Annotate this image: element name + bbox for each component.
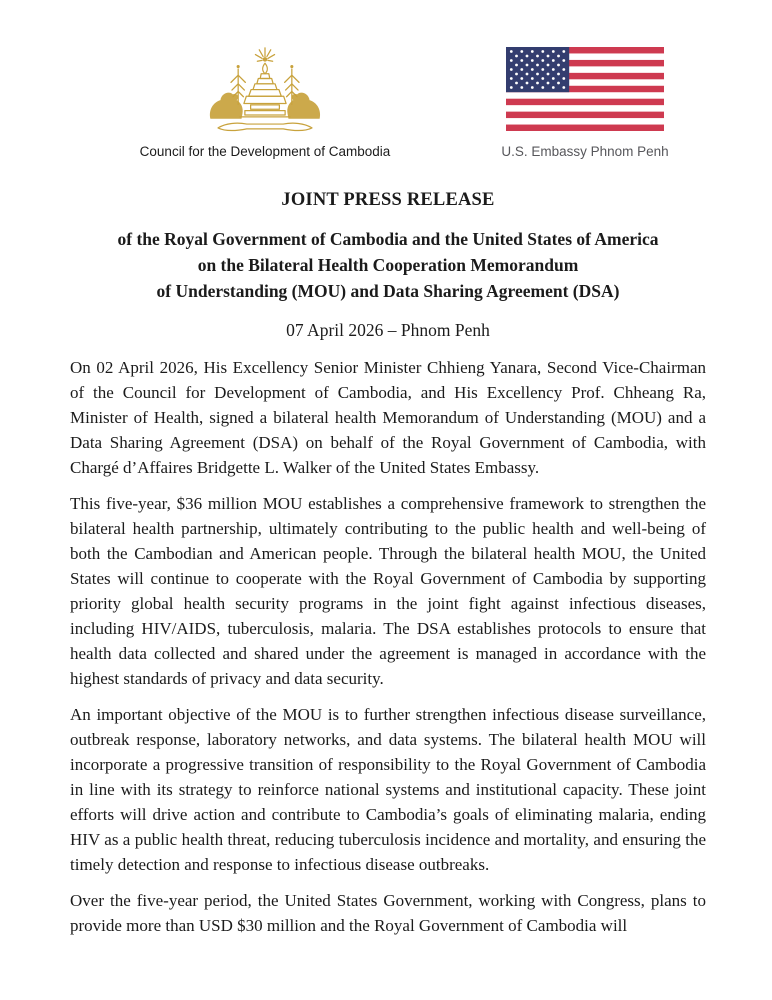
document-subtitle <box>70 226 706 304</box>
cambodia-royal-arms-icon <box>199 45 331 137</box>
subtitle-line-2: on the Bilateral Health Cooperation Memorandum <box>197 255 579 275</box>
paragraph-1: On 02 April 2026, His Excellency Senior Minister Chhieng Yanara, Second Vice-Chairman of the Council for Development of Cambodia, and His Excellency Prof. Chheang Ra, Minister of Health, signed a bilateral health Memorandum of Understanding (MOU) and a Data Sharing Agreement (DSA) on behalf of the Royal Government of Cambodia, with Chargé d’Affaires Bridgette L. Walker of the United States Embassy. <box>70 358 706 477</box>
us-embassy-caption: U.S. Embassy Phnom Penh <box>501 144 669 159</box>
document-title: JOINT PRESS RELEASE <box>281 190 495 210</box>
title-block <box>70 188 706 342</box>
paragraph-2: This five-year, $36 million MOU establishes a comprehensive framework to strengthen the bilateral health partnership, ultimately contributing to the public health and well-being of both the Cambodian and American people. Through the bilateral health MOU, the United States will continue to cooperate with the Royal Government of Cambodia by supporting priority global health security programs in the joint fight against infectious diseases, including HIV/AIDS, tuberculosis, malaria. The DSA establishes protocols to ensure that health data collected and shared under the agreement is managed in accordance with the highest standards of privacy and data security. <box>70 494 706 688</box>
paragraph-3: An important objective of the MOU is to further strengthen infectious disease surveillance, outbreak response, laboratory networks, and data systems. The bilateral health MOU will incorporate a progressive transition of responsibility to the Royal Government of Cambodia in line with its strategy to reinforce national systems and institutional capacity. These joint efforts will drive action and contribute to Cambodia’s goals of eliminating malaria, ending HIV as a public health threat, reducing tuberculosis incidence and mortality, and ensuring the timely detection and response to infectious disease outbreaks. <box>70 705 706 874</box>
subtitle-line-3: of Understanding (MOU) and Data Sharing Agreement (DSA) <box>156 281 620 301</box>
dateline: 07 April 2026 – Phnom Penh <box>286 320 490 340</box>
us-flag-icon <box>506 47 664 131</box>
subtitle-line-1: of the Royal Government of Cambodia and the United States of America <box>117 229 659 249</box>
us-embassy-logo-block <box>480 47 690 160</box>
cambodia-logo-block <box>120 45 410 160</box>
paragraph-4: Over the five-year period, the United States Government, working with Congress, plans to provide more than USD $30 million and the Royal Government of Cambodia will <box>70 891 706 935</box>
document-header <box>70 45 706 160</box>
cambodia-logo-caption: Council for the Development of Cambodia <box>139 144 391 159</box>
document-body <box>70 355 706 938</box>
